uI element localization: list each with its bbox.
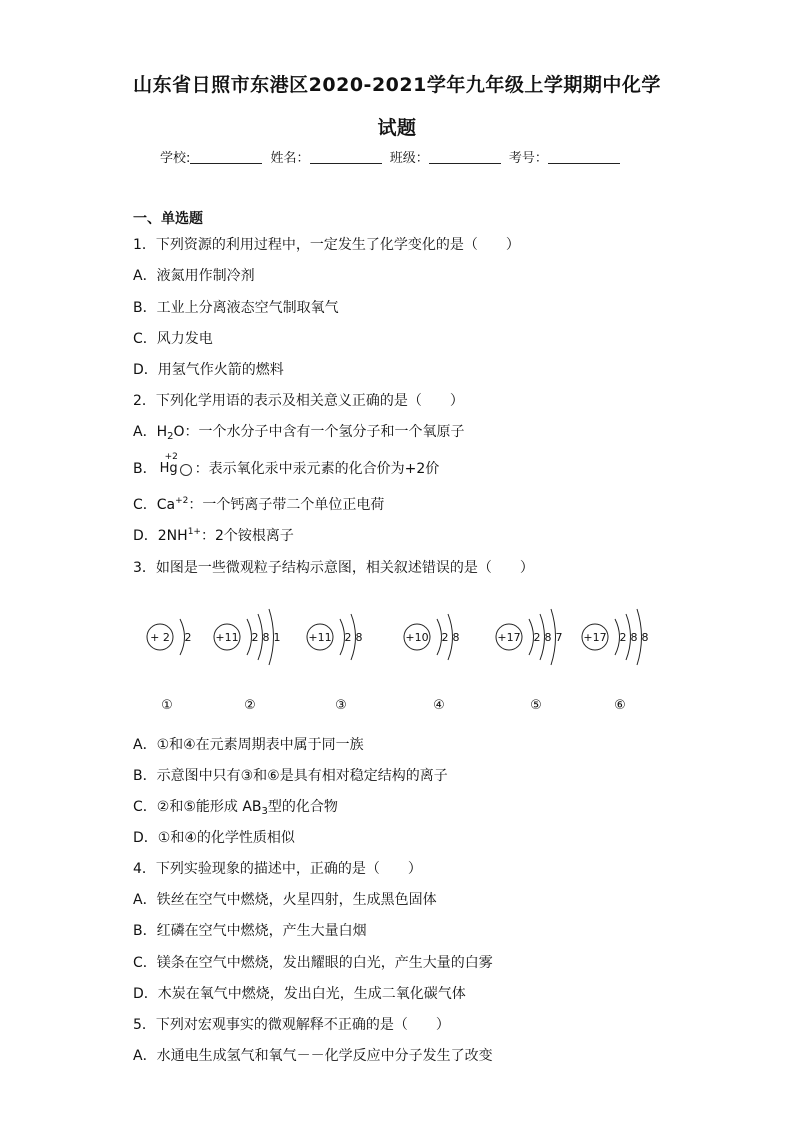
electron-count: 8: [262, 631, 270, 644]
question-4-option-a: A．铁丝在空气中燃烧，火星四射，生成黑色固体: [133, 892, 437, 908]
question-4-option-c: C．镁条在空气中燃烧，发出耀眼的白光，产生大量的白雾: [133, 955, 493, 971]
nucleus-charge: + 2: [150, 631, 170, 644]
name-field[interactable]: [310, 151, 382, 164]
option-text: C．②和⑤能形成 AB: [133, 799, 262, 815]
question-1-option-d: D．用氢气作火箭的燃料: [133, 362, 284, 378]
nucleus-charge: +11: [215, 631, 239, 644]
electron-count: 2: [441, 631, 449, 644]
diagram-label: ④: [433, 698, 445, 713]
question-4-option-b: B．红磷在空气中燃烧，产生大量白烟: [133, 923, 367, 939]
electron-count: 2: [184, 631, 192, 644]
option-text: B．: [133, 461, 157, 477]
question-3-option-d: D．①和④的化学性质相似: [133, 830, 295, 846]
question-1-option-a: A．液氮用作制冷剂: [133, 268, 255, 284]
question-2-option-b: [133, 452, 440, 478]
electron-count: 8: [641, 631, 649, 644]
electron-count: 8: [452, 631, 460, 644]
diagram-label: ②: [244, 698, 256, 713]
electron-count: 8: [630, 631, 638, 644]
question-5-stem: 5．下列对宏观事实的微观解释不正确的是（ ）: [133, 1017, 450, 1033]
option-text: C．Ca: [133, 497, 176, 513]
question-1-stem: 1．下列资源的利用过程中，一定发生了化学变化的是（ ）: [133, 237, 520, 253]
class-field[interactable]: [429, 151, 501, 164]
superscript: 1+: [187, 527, 201, 537]
option-text: D．2NH: [133, 528, 188, 544]
subscript: 3: [261, 806, 268, 817]
question-3-option-b: B．示意图中只有③和⑥是具有相对稳定结构的离子: [133, 768, 448, 784]
question-1-option-c: C．风力发电: [133, 331, 213, 347]
valence-mark: +2: [164, 452, 178, 462]
question-2-option-d: [133, 525, 294, 545]
question-5-option-a: A．水通电生成氢气和氧气－－化学反应中分子发生了改变: [133, 1048, 493, 1064]
valence-formula: [157, 452, 195, 476]
electron-count: 2: [251, 631, 259, 644]
oxygen-circle-icon: [180, 464, 192, 476]
atom-structure-diagrams: [130, 585, 670, 720]
electron-count: 8: [544, 631, 552, 644]
electron-count: 2: [619, 631, 627, 644]
number-field[interactable]: [548, 151, 620, 164]
electron-count: 7: [555, 631, 563, 644]
electron-count: 1: [273, 631, 281, 644]
nucleus-charge: +10: [405, 631, 429, 644]
question-3-stem: 3．如图是一些微观粒子结构示意图，相关叙述错误的是（ ）: [133, 560, 534, 576]
number-label: 考号：: [508, 151, 548, 166]
electron-count: 8: [355, 631, 363, 644]
option-text: ：表示氧化汞中汞元素的化合价为+2价: [194, 461, 440, 477]
element-symbol: Hg: [159, 461, 178, 476]
question-4-stem: 4．下列实验现象的描述中，正确的是（ ）: [133, 861, 422, 877]
student-info-row: [160, 147, 624, 166]
class-label: 班级：: [389, 151, 429, 166]
school-field[interactable]: [190, 151, 262, 164]
nucleus-charge: +17: [583, 631, 607, 644]
diagram-label: ⑤: [530, 698, 542, 713]
question-3-option-c: [133, 796, 338, 817]
page-title-continued: 试题: [377, 117, 417, 139]
section-heading: 一、单选题: [133, 211, 203, 227]
name-label: 姓名：: [270, 151, 310, 166]
nucleus-charge: +17: [497, 631, 521, 644]
option-text: 型的化合物: [267, 799, 338, 815]
nucleus-charge: +11: [308, 631, 332, 644]
question-2-option-a: [133, 421, 465, 442]
option-text: ：一个钙离子带二个单位正电荷: [188, 497, 385, 513]
question-3-option-a: A．①和④在元素周期表中属于同一族: [133, 737, 364, 753]
question-1-option-b: B．工业上分离液态空气制取氧气: [133, 300, 339, 316]
superscript: +2: [175, 496, 189, 506]
question-2-stem: 2．下列化学用语的表示及相关意义正确的是（ ）: [133, 393, 464, 409]
diagram-label: ③: [335, 698, 347, 713]
question-2-option-c: [133, 494, 384, 514]
diagram-label: ①: [161, 698, 173, 713]
diagram-label: ⑥: [614, 698, 626, 713]
option-text: O：一个水分子中含有一个氢分子和一个氧原子: [173, 424, 465, 440]
option-text: ：2个铵根离子: [200, 528, 294, 544]
subscript: 2: [167, 431, 174, 442]
page-title: 山东省日照市东港区2020-2021学年九年级上学期期中化学: [133, 74, 661, 96]
option-text: A．H: [133, 424, 168, 440]
electron-count: 2: [533, 631, 541, 644]
electron-count: 2: [344, 631, 352, 644]
question-4-option-d: D．木炭在氧气中燃烧，发出白光，生成二氧化碳气体: [133, 986, 466, 1002]
school-label: 学校:: [160, 151, 191, 166]
